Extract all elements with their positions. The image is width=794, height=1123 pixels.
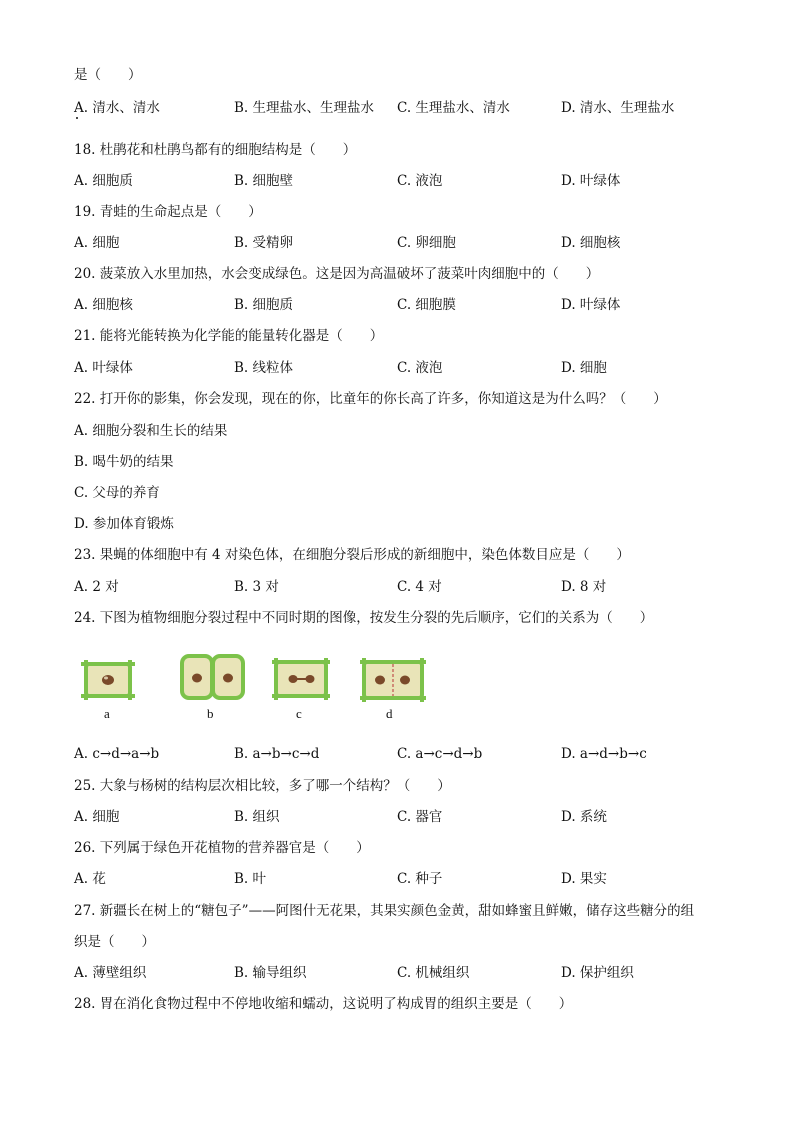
option-row-25 — [74, 808, 734, 826]
option-row-17 — [74, 99, 734, 117]
question-27-line1: 27. 新疆长在树上的“糖包子”——阿图什无花果，其果实颜色金黄，甜如蜂蜜且鲜嫩，储存这些糖分的组 — [74, 903, 695, 919]
option-d[interactable]: D. 8 对 — [561, 579, 607, 595]
option-c[interactable]: C. 器官 — [397, 809, 443, 825]
label-b: b — [207, 706, 214, 721]
nucleus — [223, 674, 233, 683]
option-row-19 — [74, 234, 734, 252]
nucleus — [306, 675, 315, 683]
option-b[interactable]: B. 受精卵 — [234, 235, 294, 251]
option-c[interactable]: C. 4 对 — [397, 579, 442, 595]
question-25: 25. 大象与杨树的结构层次相比较，多了哪一个结构？（ ） — [74, 778, 451, 794]
option-row-27 — [74, 964, 734, 982]
option-a[interactable]: A. c→d→a→b — [74, 746, 160, 762]
option-b[interactable]: B. 3 对 — [234, 579, 279, 595]
option-d[interactable]: D. 保护组织 — [561, 965, 634, 981]
option-c[interactable]: C. a→c→d→b — [397, 746, 483, 762]
label-a: a — [104, 706, 110, 721]
option-row-23 — [74, 578, 734, 596]
question-18: 18. 杜鹃花和杜鹃鸟都有的细胞结构是（ ） — [74, 142, 357, 158]
option-b[interactable]: B. 线粒体 — [234, 360, 294, 376]
option-d[interactable]: D. 叶绿体 — [561, 173, 621, 189]
option-b[interactable]: B. 生理盐水、生理盐水 — [234, 100, 375, 116]
option-d[interactable]: D. 清水、生理盐水 — [561, 100, 675, 116]
option-a[interactable]: A. 薄壁组织 — [74, 965, 147, 981]
option-b[interactable]: B. 组织 — [234, 809, 280, 825]
label-c: c — [296, 706, 302, 721]
nucleus — [102, 675, 114, 685]
question-21: 21. 能将光能转换为化学能的能量转化器是（ ） — [74, 328, 384, 344]
cell-c — [272, 658, 330, 700]
stray-dot — [76, 117, 78, 119]
option-b[interactable]: B. a→b→c→d — [234, 746, 320, 762]
option-a[interactable]: A. 叶绿体 — [74, 360, 133, 376]
option-d[interactable]: D. 细胞 — [561, 360, 607, 376]
cell-a — [81, 660, 135, 700]
option-a[interactable]: A. 细胞 — [74, 235, 120, 251]
option-d[interactable]: D. 细胞核 — [561, 235, 621, 251]
option-d[interactable]: D. a→d→b→c — [561, 746, 647, 762]
nucleus — [375, 676, 385, 685]
cell-b — [182, 656, 243, 698]
option-b[interactable]: B. 叶 — [234, 871, 267, 887]
option-d[interactable]: D. 参加体育锻炼 — [74, 516, 174, 532]
option-b[interactable]: B. 细胞质 — [234, 297, 294, 313]
option-c[interactable]: C. 液泡 — [397, 360, 443, 376]
label-d: d — [386, 706, 393, 721]
option-d[interactable]: D. 叶绿体 — [561, 297, 621, 313]
option-row-21 — [74, 359, 734, 377]
question-22: 22. 打开你的影集，你会发现，现在的你，比童年的你长高了许多，你知道这是为什么吗？（ ） — [74, 391, 667, 407]
option-c[interactable]: C. 液泡 — [397, 173, 443, 189]
option-c[interactable]: C. 卵细胞 — [397, 235, 456, 251]
option-a[interactable]: A. 细胞 — [74, 809, 120, 825]
question-26: 26. 下列属于绿色开花植物的营养器官是（ ） — [74, 840, 370, 856]
cell-division-figure — [72, 652, 442, 724]
question-continuation: 是（ ） — [74, 67, 142, 83]
option-c[interactable]: C. 父母的养育 — [74, 485, 160, 501]
question-23: 23. 果蝇的体细胞中有 4 对染色体，在细胞分裂后形成的新细胞中，染色体数目应是（ ） — [74, 547, 630, 563]
nucleus — [192, 674, 202, 683]
question-20: 20. 菠菜放入水里加热，水会变成绿色。这是因为高温破坏了菠菜叶肉细胞中的（ ） — [74, 266, 600, 282]
option-row-24 — [74, 745, 734, 763]
option-b[interactable]: B. 喝牛奶的结果 — [74, 454, 174, 470]
option-a[interactable]: A. 清水、清水 — [74, 100, 160, 116]
option-b[interactable]: B. 输导组织 — [234, 965, 307, 981]
option-a[interactable]: A. 细胞分裂和生长的结果 — [74, 423, 228, 439]
option-a[interactable]: A. 2 对 — [74, 579, 119, 595]
option-row-20 — [74, 296, 734, 314]
option-row-26 — [74, 870, 734, 888]
question-24: 24. 下图为植物细胞分裂过程中不同时期的图像，按发生分裂的先后顺序，它们的关系为（ ） — [74, 610, 654, 626]
option-d[interactable]: D. 系统 — [561, 809, 607, 825]
option-d[interactable]: D. 果实 — [561, 871, 607, 887]
option-row-18 — [74, 172, 734, 190]
question-27-line2: 织是（ ） — [74, 934, 155, 950]
option-a[interactable]: A. 细胞质 — [74, 173, 133, 189]
option-c[interactable]: C. 种子 — [397, 871, 443, 887]
nucleus — [400, 676, 410, 685]
cell-d — [360, 658, 426, 702]
nucleus — [289, 675, 298, 683]
option-c[interactable]: C. 细胞膜 — [397, 297, 456, 313]
option-a[interactable]: A. 细胞核 — [74, 297, 133, 313]
option-b[interactable]: B. 细胞壁 — [234, 173, 294, 189]
option-a[interactable]: A. 花 — [74, 871, 106, 887]
option-c[interactable]: C. 机械组织 — [397, 965, 470, 981]
question-28: 28. 胃在消化食物过程中不停地收缩和蠕动，这说明了构成胃的组织主要是（ ） — [74, 996, 573, 1012]
question-19: 19. 青蛙的生命起点是（ ） — [74, 204, 262, 220]
option-c[interactable]: C. 生理盐水、清水 — [397, 100, 510, 116]
